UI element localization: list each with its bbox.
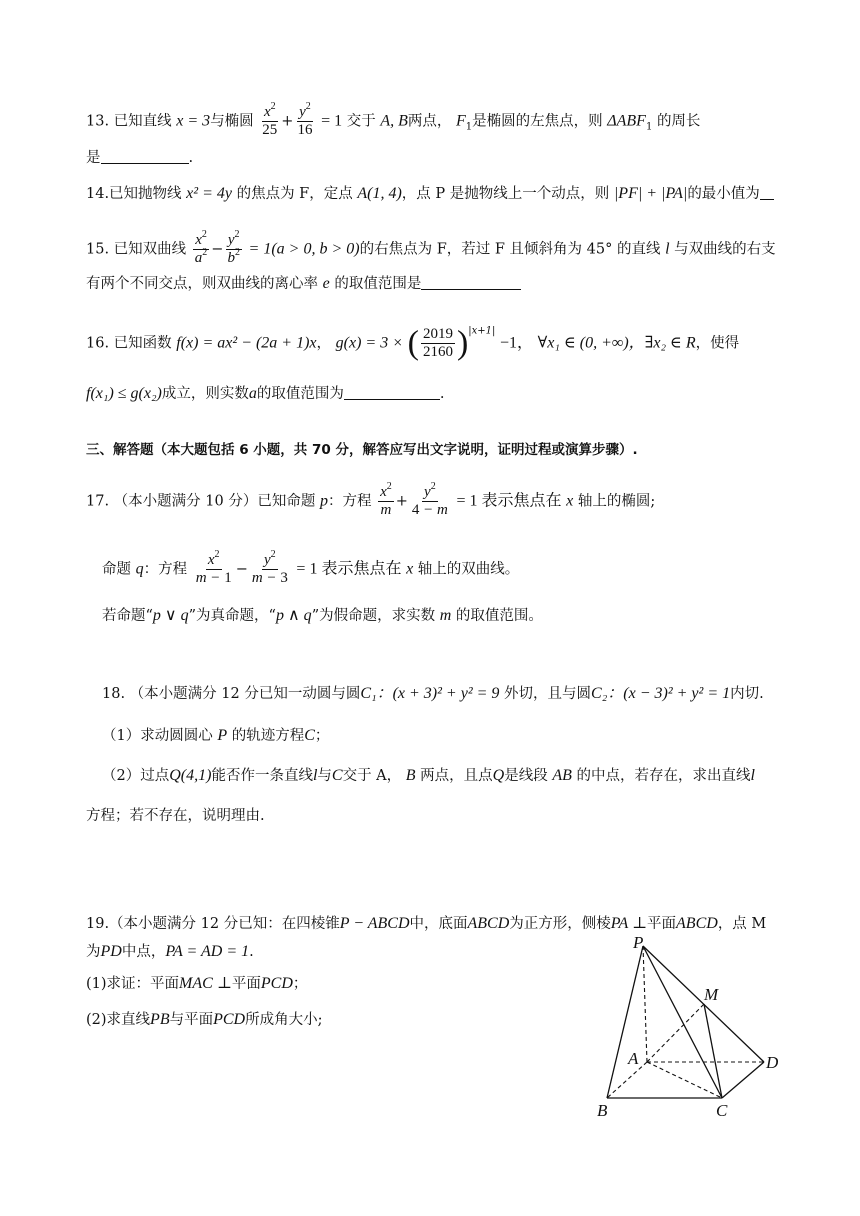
q18-AB: AB: [552, 767, 572, 784]
q19-pcd2: PCD: [213, 1011, 246, 1028]
q13-frac-x: $\frac{x^2}{25}$: [262, 101, 278, 138]
q15-frac-x: $\frac{x^2}{a^2}$: [194, 229, 208, 266]
q18-Q: Q(4,1): [169, 767, 212, 784]
q17-line2-prefix: 命题: [102, 561, 131, 578]
label-C: C: [716, 1101, 728, 1120]
question-18: [102, 684, 790, 704]
label-A: A: [628, 1049, 639, 1068]
q15-mid3: 的取值范围是: [334, 276, 422, 292]
q17-x: x: [566, 492, 574, 510]
q13-answer-blank: [101, 149, 189, 164]
q17-m: m: [439, 607, 452, 624]
q16-cont: 成立，则实数: [161, 386, 249, 402]
q16-comma: ，: [316, 335, 332, 352]
q17-p: p: [319, 492, 328, 510]
q18-line1-b: 外切，且与圆: [504, 686, 592, 702]
q14-expr: |PF| + |PA|: [613, 185, 688, 202]
q15-cont: 有两个不同交点，则双曲线的离心率: [86, 276, 318, 292]
q15-prefix: 15. 已知双曲线: [86, 241, 187, 258]
q17-line3-d: 的取值范围。: [455, 608, 543, 624]
q18-sub2-e: 两点，且点: [420, 768, 493, 784]
q18-cont: 方程；若不存在，说明理由.: [86, 808, 265, 824]
question-15: 15. 已知双曲线 $\frac{x^2}{a^2}$ − $\frac{y^2}{b^2}$ = 1(a > 0, b > 0)的右焦点为 F，若过 F 且倾斜角为 45° 的直线 l 与双曲线的右支: [86, 229, 776, 266]
q17-line2-end: 轴上的双曲线。: [417, 561, 520, 578]
q19-line1-e: ，点 M: [717, 916, 767, 932]
question-16: 16. 已知函数 f(x) = ax² − (2a + 1)x， g(x) = 3 × ( $\frac{2019}{2160}$ )$^{|x+1|}$ −1， ∀x₁ ∈ (0, +∞)，∃x₂ ∈ R，使得: [86, 324, 740, 362]
q18-sub1-c: ；: [314, 728, 330, 744]
q19-base: ABCD: [467, 915, 510, 932]
q17-line3-b: ”为真命题，“: [188, 608, 276, 624]
q17-line1-prefix: 17. （本小题满分 10 分）已知命题: [86, 493, 316, 510]
label-M: M: [704, 985, 719, 1004]
q15-mid1: 的右焦点为 F，若过 F 且倾斜角为 45° 的直线: [359, 241, 661, 258]
q16-end: 的取值范围为: [256, 386, 344, 402]
q17-frac-2: $\frac{y^2}{4 - m}$: [411, 481, 448, 518]
q18-C2: C: [331, 767, 343, 784]
q15-e: e: [322, 275, 330, 292]
q18-B: B: [405, 767, 416, 784]
q17-por: p ∨ q: [152, 607, 189, 624]
q13-mid1: 与椭圆: [210, 113, 254, 130]
q19-sub1-b: 平面: [231, 976, 261, 992]
q17-frac-1: $\frac{x^2}{m}$: [380, 481, 392, 518]
q17-frac-4: $\frac{y^2}{m - 3}$: [251, 549, 288, 586]
edge-AC-hidden: [647, 1062, 722, 1098]
q16-a: a: [248, 385, 257, 402]
q16-forall: ∀x₁ ∈ (0, +∞): [537, 334, 629, 352]
question-17-line2: 命题 q：方程 $\frac{x^2}{m - 1}$ − $\frac{y^2}{m - 3}$ = 1 表示焦点在 x 轴上的双曲线。: [102, 549, 520, 586]
q18-sub2-a: （2）过点: [102, 768, 170, 784]
question-19-sub2: [86, 1010, 790, 1030]
q19-line1-a: 19.（本小题满分 12 分已知：在四棱锥: [86, 916, 340, 932]
q19-base2: ABCD: [676, 915, 718, 932]
edge-PD: [643, 946, 764, 1062]
q18-c2-eq: ：(x − 3)² + y² = 1: [607, 685, 731, 702]
q18-sub2-c: 与: [317, 768, 332, 784]
q17-line1-mid: ：方程: [327, 493, 372, 510]
question-13: 13. 已知直线 x = 3与椭圆 $\frac{x^2}{25}$ + $\frac{y^2}{16}$ = 1 交于 A, B两点， $F_1$是椭圆的左焦点，则 $\Delta ABF_1$ 的周长: [86, 101, 701, 138]
q19-line2-c: .: [249, 944, 254, 960]
q19-pb: PB: [150, 1011, 170, 1028]
q18-P: P: [217, 727, 228, 744]
question-13-cont: [86, 148, 790, 168]
q19-line2-b: 中点，: [121, 944, 166, 960]
q18-sub2-b: 能否作一条直线: [211, 768, 313, 784]
edge-AB-hidden: [607, 1062, 647, 1098]
q19-mac: MAC ⊥: [179, 975, 232, 992]
q19-line2-a: 为: [86, 944, 101, 960]
q17-line1-end: 轴上的椭圆;: [577, 493, 656, 510]
q13-points: A, B: [380, 112, 408, 130]
q16-mid: ，使得: [695, 335, 740, 352]
q14-prefix: 14.已知抛物线: [86, 186, 182, 202]
q13-mid2: 交于: [346, 113, 376, 130]
q18-sub2-f: 是线段: [504, 768, 548, 784]
q17-line3-a: 若命题“: [102, 608, 153, 624]
q16-exists: ，∃x₂ ∈ R: [628, 334, 696, 352]
q17-line1-tail: = 1 表示焦点在: [456, 492, 562, 510]
q16-f: f(x) = ax² − (2a + 1)x: [176, 334, 317, 352]
q19-sub2-a: (2)求直线: [86, 1012, 151, 1028]
q13-end: .: [188, 150, 194, 166]
q13-mid3: 两点，: [407, 113, 452, 130]
q16-den: 2160: [422, 344, 453, 360]
label-B: B: [597, 1101, 608, 1120]
edge-PA-hidden: [643, 946, 647, 1062]
q16-frac: [421, 326, 455, 361]
q18-line1-c: 内切.: [730, 686, 764, 702]
q15-mid2: 与双曲线的右支: [674, 241, 776, 258]
q18-line1-a: 18. （本小题满分 12 分已知一动圆与圆: [102, 686, 361, 702]
q16-num: 2019: [422, 326, 453, 342]
q14-mid1: 的焦点为 F，定点: [236, 186, 353, 202]
q14-eq: x² = 4y: [186, 185, 232, 202]
q17-pand: p ∧ q: [275, 607, 312, 624]
q18-C: C: [304, 727, 315, 744]
q19-line1-d: 平面: [647, 916, 677, 932]
q19-pcd: PCD: [260, 975, 293, 992]
q16-exp: |x+1|: [468, 325, 496, 337]
question-17: 17. （本小题满分 10 分）已知命题 p：方程 $\frac{x^2}{m}$ + $\frac{y^2}{4 - m}$ = 1 表示焦点在 x 轴上的椭圆;: [86, 481, 656, 518]
q19-sub2-c: 所成角大小;: [245, 1012, 323, 1028]
question-18-cont: [86, 806, 790, 826]
q18-sub1-b: 的轨迹方程: [231, 728, 305, 744]
q13-frac-y: $\frac{y^2}{16}$: [297, 101, 313, 138]
label-D: D: [766, 1053, 779, 1072]
q15-tail: = 1(a > 0, b > 0): [248, 240, 360, 258]
q15-answer-blank: [421, 275, 521, 290]
q18-sub1-a: （1）求动圆圆心: [102, 728, 213, 744]
q17-frac-3: $\frac{x^2}{m - 1}$: [195, 549, 232, 586]
q13-cont: 是: [86, 150, 101, 166]
q19-pa: PA ⊥: [610, 915, 648, 932]
question-16-cont: [86, 384, 790, 404]
question-19-sub1: [86, 974, 790, 994]
q18-sub2-d: 交于 A，: [342, 768, 402, 784]
q19-sub2-b: 与平面: [169, 1012, 214, 1028]
q16-answer-blank: [344, 385, 440, 400]
q19-sub1-c: ；: [292, 976, 308, 992]
q16-cont-expr: f(x₁) ≤ g(x₂): [86, 385, 162, 402]
q18-c2: C₂: [591, 685, 608, 702]
q17-line2-mid: ：方程: [143, 561, 188, 578]
q14-mid3: 的最小值为: [687, 186, 760, 202]
q16-prefix: 16. 已知函数: [86, 335, 172, 352]
section-3-heading: 三、解答题（本大题包括 6 小题，共 70 分，解答应写出文字说明，证明过程或演算步骤）.: [86, 442, 638, 458]
q17-line2-tail: = 1 表示焦点在: [296, 560, 402, 578]
q18-c1-eq: ：(x + 3)² + y² = 9: [376, 685, 500, 702]
q14-point: A(1, 4): [357, 185, 402, 202]
q19-pd: PD: [100, 943, 122, 960]
question-19: [86, 914, 790, 934]
q18-l2: l: [750, 767, 755, 784]
question-19-line2: [86, 942, 790, 962]
q15-frac-y: $\frac{y^2}{b^2}$: [227, 229, 240, 266]
q19-line1-b: 中，底面: [409, 916, 468, 932]
question-14: [86, 184, 790, 204]
q13-triangle: ΔABF: [607, 112, 646, 130]
q13-ellipse-tail: = 1: [321, 112, 343, 130]
edge-CD: [722, 1062, 764, 1098]
question-18-sub1: [102, 726, 790, 746]
q16-g-end: −1，: [500, 334, 534, 352]
q13-mid4: 是椭圆的左焦点，则: [472, 113, 603, 130]
q14-mid2: ，点 P 是抛物线上一个动点，则: [401, 186, 610, 202]
q18-Q2: Q: [492, 767, 505, 784]
label-P: P: [633, 933, 644, 952]
q14-answer-blank: [760, 185, 774, 200]
q17-line3-c: ”为假命题，求实数: [311, 608, 436, 624]
q19-eq: PA = AD = 1: [165, 943, 250, 960]
q17-q: q: [135, 560, 144, 578]
q16-g-start: g(x) = 3 ×: [335, 334, 403, 352]
q17-x2: x: [406, 560, 414, 578]
q13-focus: F: [455, 112, 466, 130]
q13-mid5: 的周长: [656, 113, 701, 130]
q15-l: l: [665, 240, 670, 258]
q18-l: l: [312, 767, 318, 784]
q16-period: .: [439, 386, 445, 402]
q19-pyr: P − ABCD: [339, 915, 410, 932]
q19-line1-c: 为正方形，侧棱: [509, 916, 611, 932]
q13-line-eq: x = 3: [176, 112, 211, 130]
q13-prefix: 13. 已知直线: [86, 113, 172, 130]
q18-sub2-g: 的中点，若存在，求出直线: [576, 768, 751, 784]
question-17-line3: [102, 606, 790, 626]
q19-sub1-a: (1)求证：平面: [86, 976, 180, 992]
q18-c1: C₁: [360, 685, 377, 702]
question-15-cont: [86, 274, 790, 294]
question-18-sub2: [102, 766, 790, 786]
